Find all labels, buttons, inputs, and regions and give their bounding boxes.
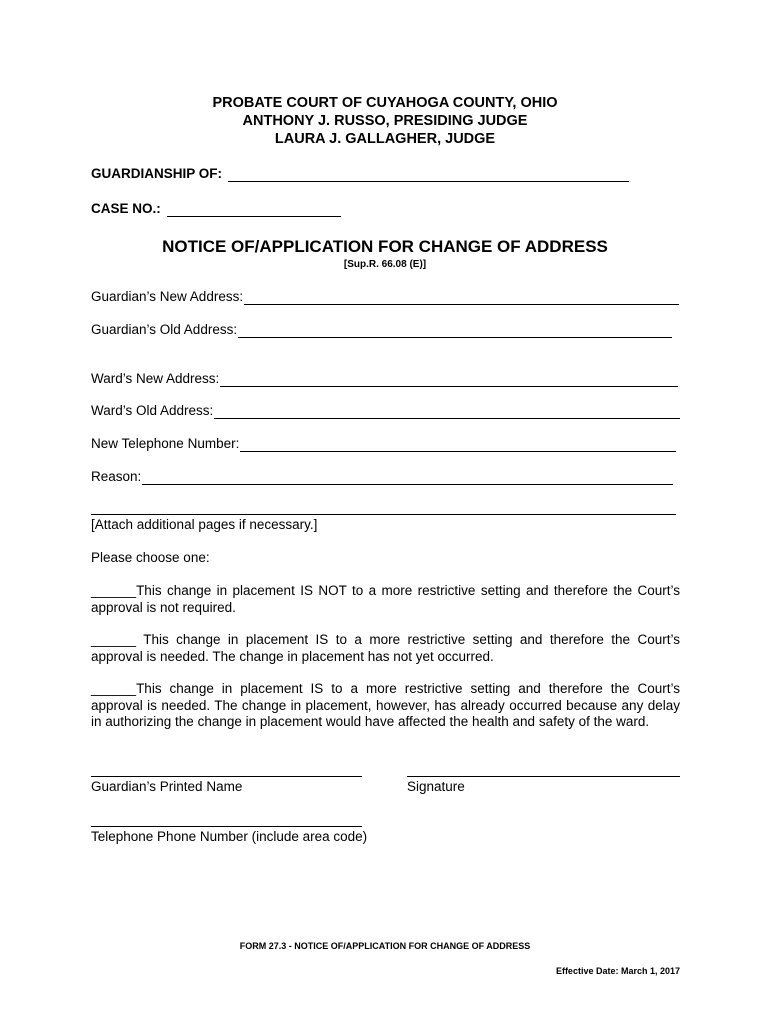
- reason-label: Reason:: [91, 469, 142, 484]
- guardian-old-address-label: Guardian’s Old Address:: [91, 322, 238, 337]
- rule-citation: [Sup.R. 66.08 (E)]: [343, 259, 427, 270]
- telephone-label: New Telephone Number:: [91, 436, 240, 451]
- signature-label: Signature: [407, 779, 465, 794]
- guardianship-label: GUARDIANSHIP OF:: [91, 166, 223, 181]
- form-title: NOTICE OF/APPLICATION FOR CHANGE OF ADDRESS: [162, 237, 608, 256]
- option-3-checkline[interactable]: ______: [91, 681, 137, 696]
- guardianship-line[interactable]: [228, 168, 629, 182]
- court-name: PROBATE COURT OF CUYAHOGA COUNTY, OHIO: [212, 95, 558, 111]
- signature-line[interactable]: [407, 776, 680, 777]
- phone-label: Telephone Phone Number (include area code): [91, 829, 368, 844]
- judge-name: LAURA J. GALLAGHER, JUDGE: [274, 131, 496, 147]
- attach-note: [Attach additional pages if necessary.]: [91, 517, 318, 532]
- ward-old-address-field[interactable]: [91, 403, 680, 419]
- option-3-text: This change in placement IS to a more restrictive setting and therefore the Court’s approval is needed. The change in placement, however, has already occurred because any delay in authorizing the change in placement would have affected the health and safety of the ward.: [91, 681, 680, 729]
- option-not-restrictive: [91, 583, 680, 616]
- option-1-text: This change in placement IS NOT to a more restrictive setting and therefore the Court’s approval is not required.: [91, 583, 680, 615]
- reason-line[interactable]: [142, 471, 673, 485]
- telephone-line[interactable]: [240, 438, 676, 452]
- reason-continuation-line[interactable]: [91, 514, 676, 515]
- option-2-checkline[interactable]: ______: [91, 632, 137, 647]
- printed-name-line[interactable]: [91, 776, 362, 777]
- case-number-label: CASE NO.:: [91, 201, 161, 216]
- ward-new-address-field[interactable]: [91, 371, 678, 387]
- printed-name-label: Guardian’s Printed Name: [91, 779, 243, 794]
- presiding-judge: ANTHONY J. RUSSO, PRESIDING JUDGE: [242, 113, 528, 129]
- guardian-old-address-line[interactable]: [238, 324, 672, 338]
- ward-old-address-label: Ward’s Old Address:: [91, 403, 214, 418]
- option-1-checkline[interactable]: ______: [91, 583, 137, 598]
- phone-line[interactable]: [91, 826, 362, 827]
- guardian-new-address-field[interactable]: [91, 289, 679, 305]
- option-restrictive-not-occurred: [91, 632, 680, 665]
- ward-new-address-label: Ward’s New Address:: [91, 371, 220, 386]
- effective-date: Effective Date: March 1, 2017: [555, 966, 680, 976]
- guardianship-field[interactable]: [91, 166, 629, 182]
- reason-field[interactable]: [91, 469, 673, 485]
- ward-new-address-line[interactable]: [220, 373, 678, 387]
- case-number-field[interactable]: [91, 201, 341, 217]
- form-footer: FORM 27.3 - NOTICE OF/APPLICATION FOR CHANGE OF ADDRESS: [239, 941, 531, 951]
- telephone-field[interactable]: [91, 436, 676, 452]
- case-number-line[interactable]: [167, 203, 341, 217]
- ward-old-address-line[interactable]: [214, 405, 680, 419]
- guardian-old-address-field[interactable]: [91, 322, 672, 338]
- option-2-text: This change in placement IS to a more restrictive setting and therefore the Court’s approval is needed. The change in placement has not yet occurred.: [91, 632, 680, 664]
- choose-prompt: Please choose one:: [91, 550, 210, 565]
- guardian-new-address-label: Guardian’s New Address:: [91, 289, 244, 304]
- guardian-new-address-line[interactable]: [244, 291, 679, 305]
- option-restrictive-occurred: [91, 681, 680, 731]
